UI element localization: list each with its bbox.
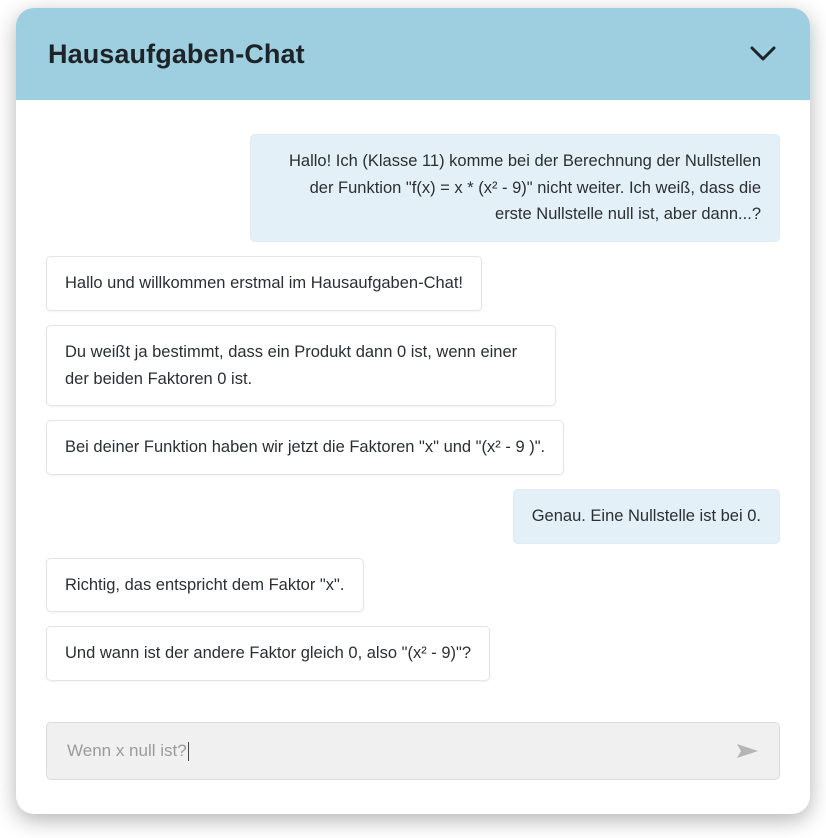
chat-footer (16, 704, 810, 814)
message-bubble-bot: Und wann ist der andere Faktor gleich 0, also "(x² - 9)"? (46, 626, 490, 681)
message-row (46, 256, 780, 311)
message-input-value[interactable]: Wenn x null ist? (67, 741, 187, 760)
chat-window (16, 8, 810, 814)
message-bubble-bot: Du weißt ja bestimmt, dass ein Produkt dann 0 ist, wenn einer der beiden Faktoren 0 ist. (46, 325, 556, 406)
text-caret (188, 742, 189, 761)
chevron-down-icon[interactable] (746, 37, 780, 71)
message-row (46, 558, 780, 613)
message-bubble-bot: Richtig, das entspricht dem Faktor "x". (46, 558, 364, 613)
message-row (46, 489, 780, 544)
message-row (46, 420, 780, 475)
chat-header (16, 8, 810, 100)
message-row (46, 626, 780, 681)
message-bubble-user: Hallo! Ich (Klasse 11) komme bei der Berechnung der Nullstellen der Funktion "f(x) = x * (x² - 9)" nicht weiter. Ich weiß, dass die erste Nullstelle null ist, aber dann...? (250, 134, 780, 242)
message-row (46, 134, 780, 242)
message-input[interactable] (46, 722, 780, 780)
message-bubble-user: Genau. Eine Nullstelle ist bei 0. (513, 489, 780, 544)
message-list (16, 100, 810, 704)
send-arrow-icon[interactable] (733, 736, 763, 766)
message-bubble-bot: Hallo und willkommen erstmal im Hausaufgaben-Chat! (46, 256, 482, 311)
message-row (46, 325, 780, 406)
page-title: Hausaufgaben-Chat (48, 38, 305, 69)
message-bubble-bot: Bei deiner Funktion haben wir jetzt die Faktoren "x" und "(x² - 9 )". (46, 420, 564, 475)
